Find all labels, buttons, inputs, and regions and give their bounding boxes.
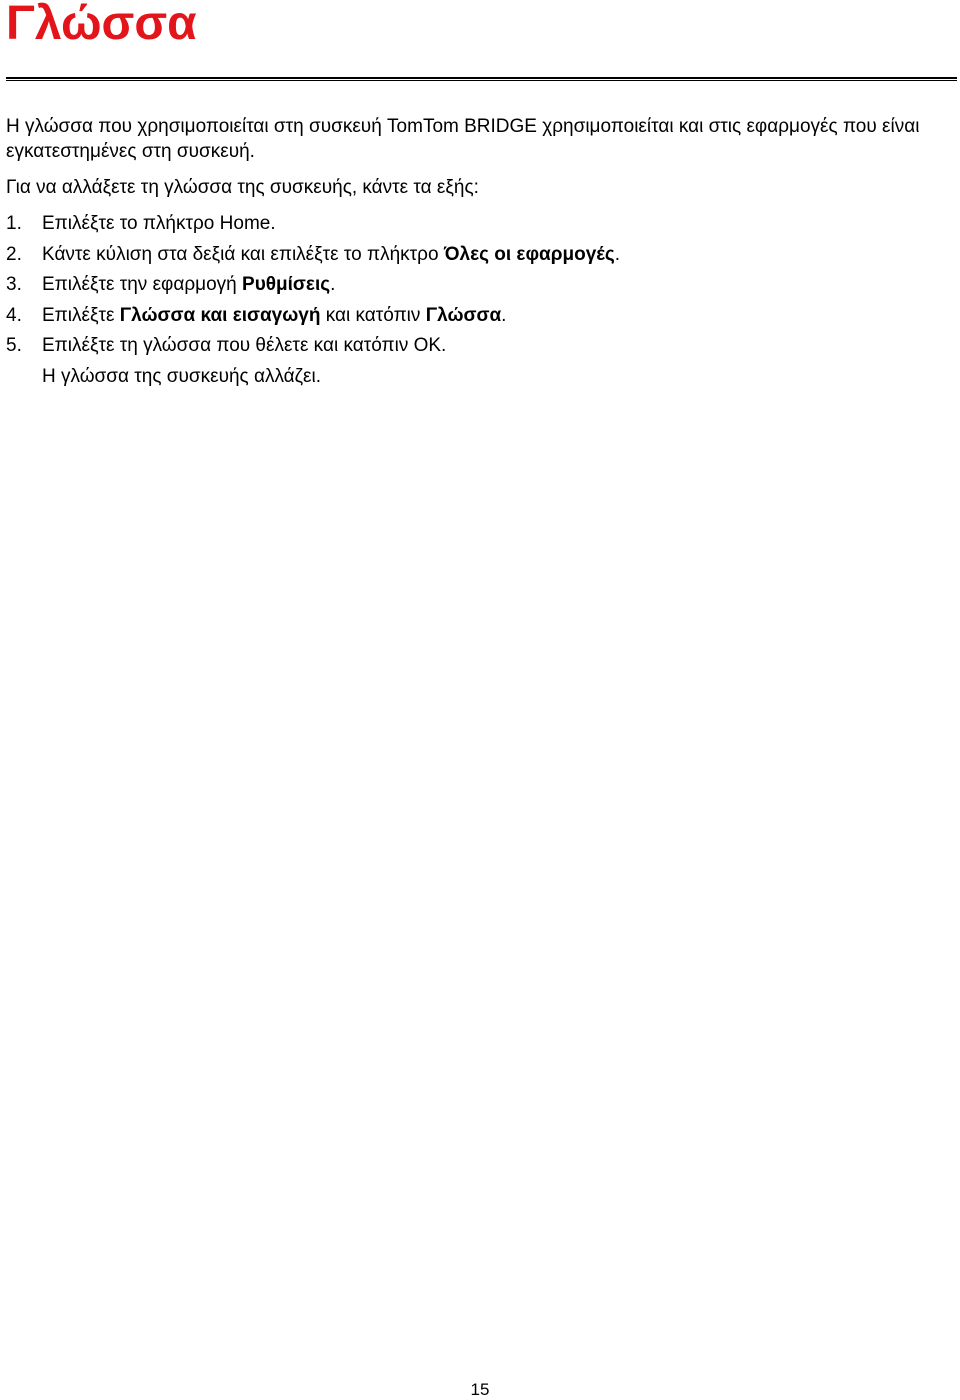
- step-text-end: .: [330, 274, 336, 295]
- step-emphasis: Γλώσσα και εισαγωγή: [119, 304, 321, 326]
- step-number: 5.: [6, 335, 22, 356]
- step-3: [6, 272, 946, 303]
- step-result: Η γλώσσα της συσκευής αλλάζει.: [42, 366, 322, 387]
- step-number: 4.: [6, 304, 22, 326]
- step-emphasis: Όλες οι εφαρμογές: [443, 243, 615, 265]
- page-number: 15: [470, 1380, 490, 1399]
- step-text: Επιλέξτε την εφαρμογή: [42, 274, 243, 295]
- intro-paragraph: Η γλώσσα που χρησιμοποιείται στη συσκευή TomTom BRIDGE χρησιμοποιείται και στις εφαρμογές που είναι εγκατεστημένες στη συσκευή.: [6, 116, 920, 162]
- step-text-end: .: [501, 304, 507, 326]
- title-divider: [6, 77, 957, 81]
- step-4: [6, 303, 946, 334]
- step-text: Επιλέξτε το πλήκτρο Home.: [42, 213, 276, 234]
- instructions-lead: Για να αλλάξετε τη γλώσσα της συσκευής, κάντε τα εξής:: [6, 177, 479, 198]
- step-text-end: .: [614, 243, 620, 265]
- step-text: Επιλέξτε τη γλώσσα που θέλετε και κατόπιν OK.: [42, 335, 447, 356]
- step-emphasis: Ρυθμίσεις: [242, 274, 331, 295]
- step-1: [6, 211, 946, 242]
- step-emphasis-2: Γλώσσα: [425, 304, 502, 326]
- step-number: 3.: [6, 274, 22, 295]
- step-text: Επιλέξτε: [42, 304, 120, 326]
- step-number: 2.: [6, 243, 22, 265]
- step-number: 1.: [6, 213, 22, 234]
- step-2: [6, 242, 946, 273]
- step-5: [6, 333, 946, 364]
- step-text: Κάντε κύλιση στα δεξιά και επιλέξτε το πλήκτρο: [42, 243, 444, 265]
- page-title: Γλώσσα: [6, 0, 197, 50]
- step-text-middle: και κατόπιν: [320, 304, 426, 326]
- steps-list: [6, 211, 946, 364]
